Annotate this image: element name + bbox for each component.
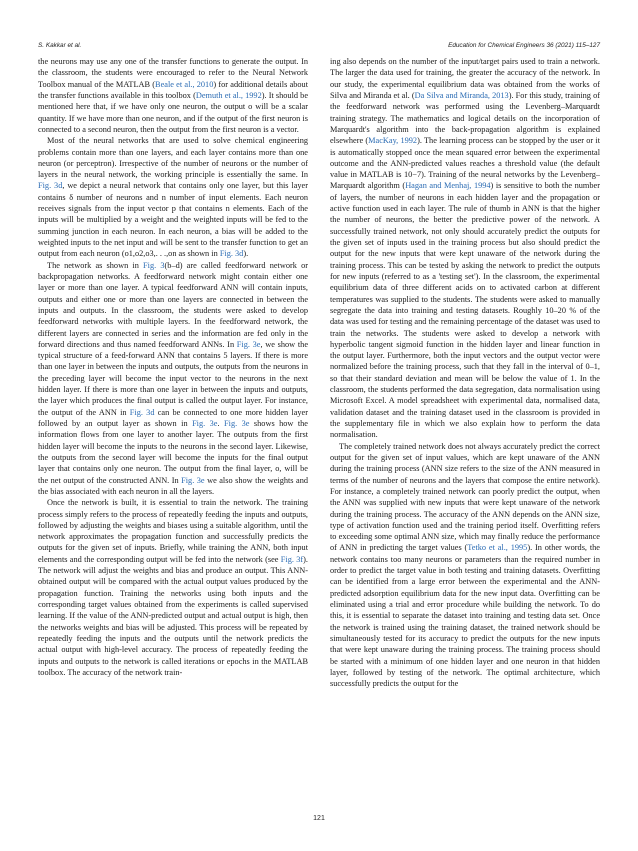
page-number: 121 (313, 815, 325, 822)
citation-link-hagan[interactable]: Hagan and Menhaj, 1994 (405, 181, 491, 191)
figure-link[interactable]: Fig. 3e (224, 419, 250, 428)
citation-link-dasilva[interactable]: Da Silva and Miranda, 2013 (414, 90, 509, 100)
left-column (38, 56, 308, 842)
figure-link[interactable]: Fig. 3d (129, 407, 155, 417)
paragraph-training-data: ing also depends on the number of the input/target pairs used to train a network. The larger the data used for training, the greater the accuracy of the network. In our study, the experimental equilibrium data was obtained from the works of Silva and Miranda et al. (Da Silva and Miranda, 2013). For this study, training of the feedforward network was performed using the Levenberg–Marquardt training strategy. The mathematics and logical details on the incorporation of Marquardt's algorithm into the back-propagation algorithm is explained elsewhere (MacKay, 1992). The learning process can be stopped by the user or it is automatically stopped once the mean squared error between the experimental outcome and the ANN-predicted values reaches a threshold value (the default value in MATLAB is 10−7). Training of the neural networks by the Levenberg–Marquardt algorithm (Hagan and Menhaj, 1994) is sensitive to both the number of layers, the number of neurons in each hidden layer and the propagation or active function used in each layer. The rule of thumb in ANN is that the higher the number of neurons, the better the predictive power of the network. A successfully trained network, not only should accurately predict the outputs for the given set of inputs used in the training process but also should predict the output for the new inputs that were kept unaware of the network during the training process. This can be tested by asking the network to predict the outputs for new inputs (referred to as a 'testing set'). In the classroom, the experimental equilibrium data of three different acids on to activated carbon at different temperatures was supplied to the students. The students were asked to manually segregate the data into training and testing datasets. Roughly 10–20 % of the data was used for testing and the remaining percentage of the dataset was used to train the networks. The students were asked to develop a network with hyperbolic tangent sigmoid function in the hidden layer and linear function in the output layer. Furthermore, both the input vectors and the output vector were normalized before the training process, such that they fall in the interval of 0–1, so that their standard deviation and mean will be below the value of 1. In the classroom, the students performed the data segregation, data normalisation using Microsoft Excel. A model spreadsheet with experimental data, normalised data, validation dataset and the training dataset used in the classroom is provided in the supplementary file in which we also explain how to perform the data normalisation. (330, 57, 600, 440)
citation-link-tetko[interactable]: Tetko et al., 1995 (467, 543, 528, 553)
figure-link[interactable]: Fig. 3f (280, 554, 304, 564)
paragraph-feedforward: The network as shown in Fig. 3(b–d) are called feedforward network or backpropagation networks. A feedforward network might contain either one layer or more than one layer. A typical feedforward ANN will contain inputs, outputs and either one or more than one layers are connected in between the inputs and outputs. In the classroom, the students were asked to develop feedforward networks with multiple layers. In the feedforward network, the different layers are connected in series and the information are fed only in the forward directions and thus named feedforward ANNs. In Fig. 3e, we show the typical structure of a feed-forward ANN that contains 5 layers. If there is more than one layer in between the inputs and outputs, the outputs from the neurons in the preceding layer will become the input vector to the neurons in the next hidden layer. If there is more than one layer in between the inputs and outputs, the layer which produces the final output is called the output layer. For instance, the output of the ANN in Fig. 3d can be connected to one more hidden layer followed by an output layer as shown in Fig. 3e. Fig. 3e shows how the information flows from one layer to another layer. The outputs from the first hidden layer will become the inputs to the neurons in the second layer. Likewise, the outputs from the second layer will become the inputs for the final output layer that contains only one neuron. The output from the final layer, o, will be the net output of the constructed ANN. In Fig. 3e we also show the weights and the bias associated with each neuron in all the layers. (38, 260, 308, 496)
citation-link-mackay[interactable]: MacKay, 1992 (368, 136, 418, 146)
figure-link[interactable]: Fig. 3d (219, 249, 244, 259)
figure-link[interactable]: Fig. 3e (236, 339, 261, 349)
right-column (330, 56, 600, 842)
paragraph-transfer-functions: the neurons may use any one of the transfer functions to generate the output. In the classroom, the students were encouraged to refer to the Neural Network Toolbox manual of the MATLAB (Beale et al., 2010) for additional details about the transfer functions available in this toolbox (Demuth et al., 1992). It should be mentioned here that, if we have only one neuron, the output o will be a scalar quantity. If we have more than one neuron, and if the output of the first neuron is connected to a second neuron, then the output from the first neuron is a vector. (38, 57, 308, 134)
running-header-authors: S. Kakkar et al. (38, 42, 82, 49)
figure-link[interactable]: Fig. 3d (38, 181, 63, 191)
figure-link[interactable]: Fig. 3e (181, 475, 205, 485)
citation-link-beale[interactable]: Beale et al., 2010 (155, 79, 214, 89)
paragraph-training: Once the network is built, it is essential to train the network. The training process simply refers to the process of repeatedly feeding the inputs and outputs, followed by adjusting the weights and biases using a suitable algorithm, until the network approximates the propagation function and successfully predicts the outputs for the given set of inputs. Briefly, while training the ANN, both input elements and the corresponding output will be fed into the network (see Fig. 3f). The network will adjust the weights and bias and produce an output. This ANN-obtained output will be compared with the actual output values produced by the propagation function. Training the networks using both inputs and the corresponding target values obtained from the experiments is called supervised learning. If the value of the ANN-predicted output and actual output is high, then the networks weights and bias will be adjusted. This process will be repeated by repeatedly feeding the inputs and the outputs until the network predicts the actual output with high-level accuracy. The process of repeatedly feeding the inputs and outputs to the network is called iterations or epochs in the MATLAB toolbox. The accuracy of the network train- (38, 498, 308, 677)
running-header-journal: Education for Chemical Engineers 36 (2021) 115–127 (448, 42, 600, 49)
figure-link[interactable]: Fig. 3 (143, 260, 165, 270)
figure-link[interactable]: Fig. 3e (192, 419, 218, 428)
citation-link-demuth[interactable]: Demuth et al., 1992 (195, 90, 262, 100)
paragraph-overfitting: The completely trained network does not always accurately predict the correct output for the given set of input values, which are kept unaware of the ANN during the training process (ANN size refers to the size of the ANN measured in terms of the number of neurons and the layers that compose the entire network). For instance, a completely trained network can poorly predict the output, when the ANN was supplied with new inputs that were kept unaware of the network during the training process. The accuracy of the ANN depends on the ANN size, type of activation function used and the training period itself. Overfitting refers to exceeding some optimal ANN size, which may finally reduce the performance of ANN in predicting the target values (Tetko et al., 1995). In other words, the network contains too many neurons or parameters than the required number in order to predict the target value in both testing and training datasets. Overfitting can be identified from a large error between the experimental and the ANN-predicted adsorption equilibrium data for the new input data. Overfitting can be eliminated using a trial and error procedure while building the network. To do this, it is essential to separate the dataset into training and testing data set. Once the network is trained using the training dataset, the trained network should be simultaneously tested for its accuracy to predict the outputs for the new inputs that were kept unaware during the training process. The training process should be started with a minimum of one hidden layer and one neuron in that hidden layer, followed by testing of the network. The optimal architecture, which successfully predicts the output for the (330, 441, 600, 689)
paragraph-neural-networks: Most of the neural networks that are used to solve chemical engineering problems contain more than one layers, and each layer contains more than one neuron (or perceptron). Irrespective of the number of neurons or the number of layers in the neural network, the working principle is essentially the same. In Fig. 3d, we depict a neural network that contains only one layer, but this layer contains δ number of neurons and n number of input elements. Each neuron receives signals from the input vector p that contains n elements. Each of the inputs will be multiplied by a weight and the weighted inputs will be fed to the summing junction in each neuron. In each neuron, a bias will be added to the weighted inputs to the net input and will be sent to the transfer function to get an output from each neuron (o1,o2,o3,. . .,on as shown in Fig. 3d). (38, 136, 308, 259)
